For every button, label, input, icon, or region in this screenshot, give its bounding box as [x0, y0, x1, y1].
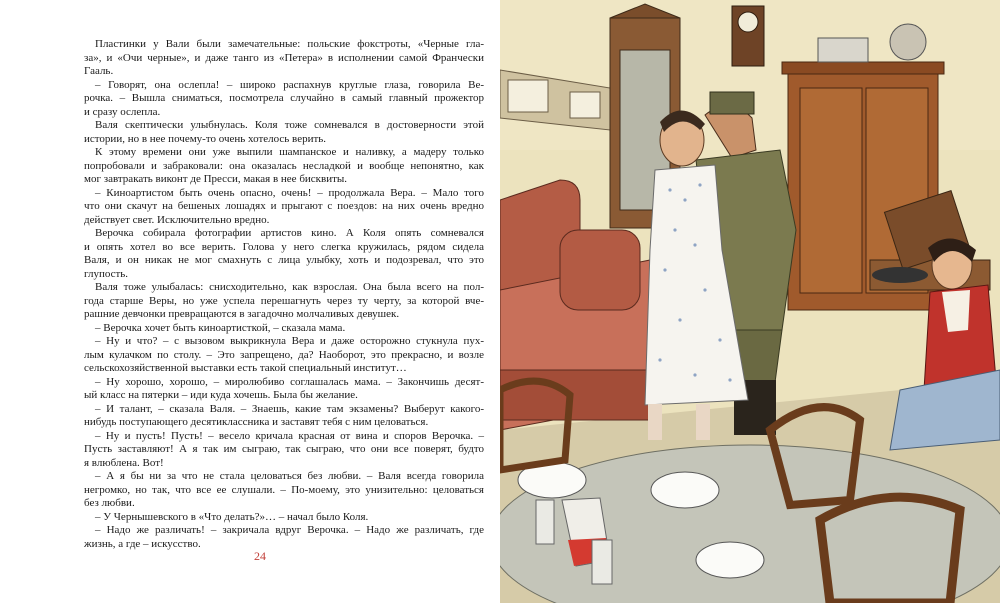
text-line: истории, но в нее почему-то очень хотелось верить. — [84, 132, 327, 145]
text-line: рашние девчонки превращаются в загадочно молчаливых девушек. — [84, 308, 400, 320]
text-line: – Ну и что? – с вызовом выкрикнула Вера и даже осторожно стукнула пух- — [95, 335, 484, 347]
text-line: – Киноартистом быть очень опасно, очень! – продолжала Вера. – Мало того — [95, 186, 484, 199]
text-line: и опять хотел во все верить. Голова у него слегка кружилась, рядом сидела — [84, 240, 484, 253]
text-line: действует свет. Исключительно вредно. — [84, 213, 270, 226]
text-line: нибудь поступающего десятиклассника и заставят тебя с ним целоваться. — [84, 416, 429, 428]
text-line: года старше Веры, но уже успела перешагнуть через ту черту, за которой вче- — [84, 294, 484, 307]
text-line: сельскохозяйственной выставки есть такой специальный институт… — [84, 362, 407, 374]
text-line: Валя, и он никак не мог смахнуть с лица улыбку, хоть и подозревал, что это — [84, 254, 484, 266]
page-number: 24 — [254, 549, 266, 563]
text-line: – А я бы ни за что не стала целоваться без любви. – Валя всегда говорила — [95, 470, 484, 482]
text-line: – Надо же различать! – закричала вдруг Верочка. – Надо же различать, где — [95, 524, 484, 536]
text-line: негромко, но так, что все ее слушали. – По-моему, это унизительно: целоваться — [84, 483, 484, 496]
illustration-page — [500, 0, 1000, 603]
text-line: за», и «Очи черные», и даже танго из «Петера» в исполнении самой Франчески — [84, 51, 484, 64]
text-line: – Ну и пусть! Пусть! – весело кричала красная от вина и споров Верочка. – — [95, 429, 484, 442]
text-line: – Верочка хочет быть киноартисткой, – сказала мама. — [95, 321, 346, 334]
text-line: Валя скептически улыбнулась. Коля тоже сомневался в достоверности этой — [95, 119, 484, 131]
text-line: лым кулачком по столу. – Это запрещено, да? Наоборот, это прекрасно, и возле — [84, 348, 484, 361]
text-line: жизнь, а где – искусство. — [84, 537, 201, 550]
text-line: Верочка собирала фотографии артистов кино. А Коля опять сомневался — [95, 227, 484, 239]
text-line: Пусть заставляют! А я так им сыграю, так сыграю, что они все поверят, будто — [84, 443, 484, 455]
text-line: рочка. – Вышла сниматься, посмотрела случайно в самый главный прожектор — [84, 92, 484, 104]
text-line: Валя тоже улыбалась: снисходительно, как взрослая. Она была всего на пол- — [95, 281, 484, 293]
body-text — [84, 38, 484, 551]
text-line: ый класс на пятерки – иди куда хочешь. Была бы желание. — [84, 389, 358, 401]
text-line: и сразу ослепла. — [84, 105, 161, 118]
text-line: что они скачут на бешеных лошадях и прыгают с поездов: на них очень вредно — [84, 200, 484, 212]
text-line: попробовали и забраковали: она оказалась несладкой и вообще непонятно, как — [84, 159, 484, 172]
text-line: – Ну хорошо, хорошо, – миролюбиво соглашалась мама. – Закончишь десят- — [95, 375, 484, 388]
text-line: я влюблена. Вот! — [84, 456, 164, 469]
text-line: мог завтракать виконт де Пресси, макая в нее бисквиты. — [84, 173, 348, 185]
text-line: Пластинки у Вали были замечательные: польские фокстроты, «Черные гла- — [95, 38, 484, 50]
text-line: – У Чернышевского в «Что делать?»… – начал было Коля. — [95, 510, 369, 523]
text-line: глупость. — [84, 267, 129, 280]
text-line: Гааль. — [84, 65, 114, 77]
text-line: – Говорят, она ослепла! – широко распахнув круглые глаза, говорила Ве- — [95, 78, 484, 91]
text-line: К этому времени они уже выпили шампанское и наливку, а мадеру только — [95, 146, 484, 158]
text-line: без любви. — [84, 497, 135, 509]
text-line: – И талант, – сказала Валя. – Знаешь, какие там экзамены? Выберут какого- — [95, 402, 484, 415]
room-dance-illustration — [500, 0, 1000, 603]
